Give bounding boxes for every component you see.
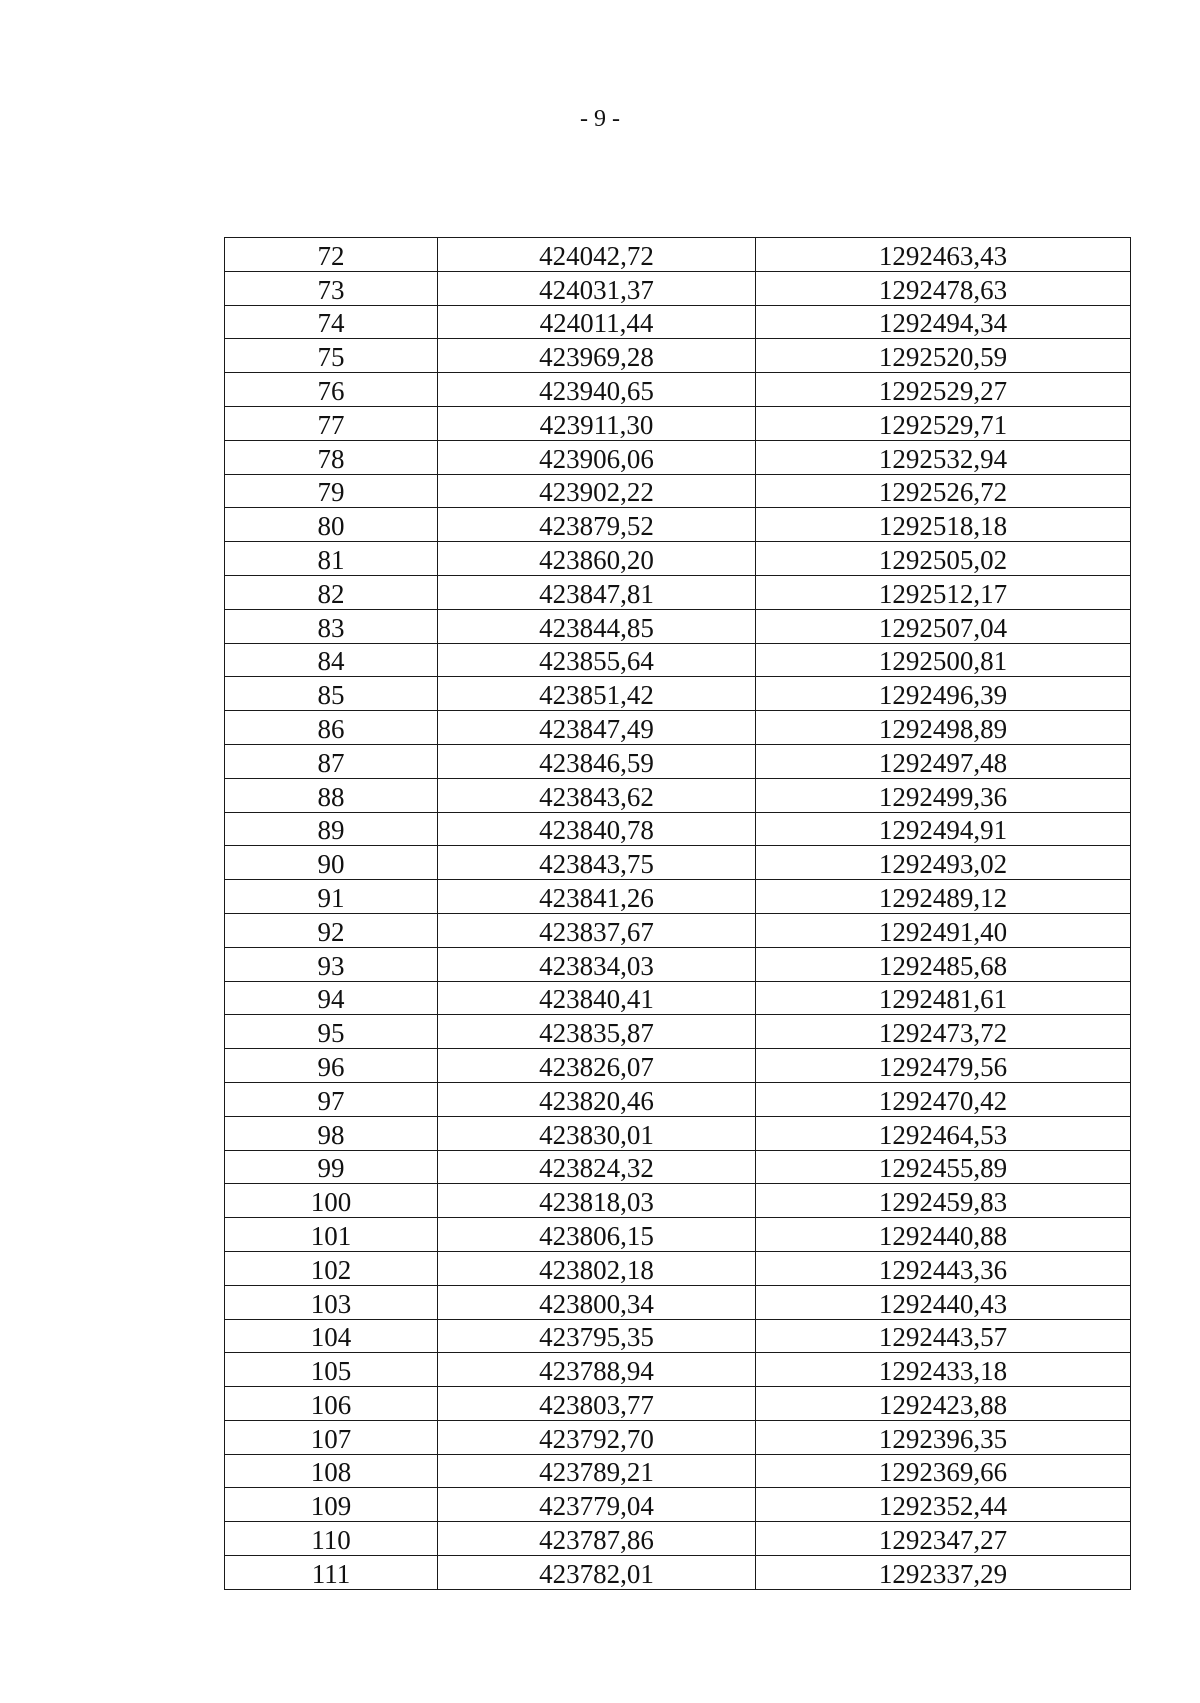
- point-number-cell: 77: [225, 406, 438, 440]
- point-number-cell: 106: [225, 1387, 438, 1421]
- x-coordinate-cell: 423840,41: [438, 981, 756, 1015]
- y-coordinate-cell: 1292507,04: [756, 609, 1131, 643]
- x-coordinate-cell: 423806,15: [438, 1218, 756, 1252]
- y-coordinate-cell: 1292440,88: [756, 1218, 1131, 1252]
- x-coordinate-cell: 424042,72: [438, 238, 756, 272]
- table-row: [225, 1150, 1131, 1184]
- table-row: [225, 1420, 1131, 1454]
- table-row: [225, 778, 1131, 812]
- y-coordinate-cell: 1292481,61: [756, 981, 1131, 1015]
- y-coordinate-cell: 1292455,89: [756, 1150, 1131, 1184]
- point-number-cell: 105: [225, 1353, 438, 1387]
- y-coordinate-cell: 1292497,48: [756, 744, 1131, 778]
- point-number-cell: 79: [225, 474, 438, 508]
- y-coordinate-cell: 1292493,02: [756, 846, 1131, 880]
- table-row: [225, 440, 1131, 474]
- x-coordinate-cell: 423824,32: [438, 1150, 756, 1184]
- table-row: [225, 1387, 1131, 1421]
- x-coordinate-cell: 423835,87: [438, 1015, 756, 1049]
- point-number-cell: 87: [225, 744, 438, 778]
- x-coordinate-cell: 423846,59: [438, 744, 756, 778]
- x-coordinate-cell: 423800,34: [438, 1285, 756, 1319]
- y-coordinate-cell: 1292463,43: [756, 238, 1131, 272]
- point-number-cell: 80: [225, 508, 438, 542]
- y-coordinate-cell: 1292473,72: [756, 1015, 1131, 1049]
- table-row: [225, 880, 1131, 914]
- y-coordinate-cell: 1292443,57: [756, 1319, 1131, 1353]
- x-coordinate-cell: 423843,75: [438, 846, 756, 880]
- x-coordinate-cell: 423802,18: [438, 1251, 756, 1285]
- point-number-cell: 97: [225, 1082, 438, 1116]
- table-row: [225, 474, 1131, 508]
- y-coordinate-cell: 1292520,59: [756, 339, 1131, 373]
- y-coordinate-cell: 1292470,42: [756, 1082, 1131, 1116]
- coordinates-table-body: [225, 238, 1131, 1590]
- x-coordinate-cell: 423787,86: [438, 1522, 756, 1556]
- table-row: [225, 1454, 1131, 1488]
- x-coordinate-cell: 423792,70: [438, 1420, 756, 1454]
- table-row: [225, 1015, 1131, 1049]
- x-coordinate-cell: 423969,28: [438, 339, 756, 373]
- point-number-cell: 85: [225, 677, 438, 711]
- table-row: [225, 1116, 1131, 1150]
- y-coordinate-cell: 1292499,36: [756, 778, 1131, 812]
- table-row: [225, 1319, 1131, 1353]
- table-row: [225, 1218, 1131, 1252]
- x-coordinate-cell: 423788,94: [438, 1353, 756, 1387]
- point-number-cell: 72: [225, 238, 438, 272]
- table-row: [225, 508, 1131, 542]
- table-row: [225, 373, 1131, 407]
- table-row: [225, 609, 1131, 643]
- y-coordinate-cell: 1292440,43: [756, 1285, 1131, 1319]
- point-number-cell: 96: [225, 1049, 438, 1083]
- y-coordinate-cell: 1292532,94: [756, 440, 1131, 474]
- table-row: [225, 1353, 1131, 1387]
- point-number-cell: 107: [225, 1420, 438, 1454]
- y-coordinate-cell: 1292485,68: [756, 947, 1131, 981]
- table-row: [225, 1556, 1131, 1590]
- point-number-cell: 89: [225, 812, 438, 846]
- x-coordinate-cell: 423826,07: [438, 1049, 756, 1083]
- point-number-cell: 75: [225, 339, 438, 373]
- table-row: [225, 643, 1131, 677]
- y-coordinate-cell: 1292396,35: [756, 1420, 1131, 1454]
- y-coordinate-cell: 1292479,56: [756, 1049, 1131, 1083]
- page-number: - 9 -: [580, 106, 620, 132]
- y-coordinate-cell: 1292337,29: [756, 1556, 1131, 1590]
- y-coordinate-cell: 1292459,83: [756, 1184, 1131, 1218]
- point-number-cell: 104: [225, 1319, 438, 1353]
- table-row: [225, 677, 1131, 711]
- point-number-cell: 83: [225, 609, 438, 643]
- point-number-cell: 76: [225, 373, 438, 407]
- y-coordinate-cell: 1292491,40: [756, 913, 1131, 947]
- table-row: [225, 1082, 1131, 1116]
- table-row: [225, 1184, 1131, 1218]
- point-number-cell: 84: [225, 643, 438, 677]
- point-number-cell: 98: [225, 1116, 438, 1150]
- point-number-cell: 95: [225, 1015, 438, 1049]
- point-number-cell: 110: [225, 1522, 438, 1556]
- point-number-cell: 90: [225, 846, 438, 880]
- x-coordinate-cell: 423843,62: [438, 778, 756, 812]
- table-row: [225, 339, 1131, 373]
- table-row: [225, 238, 1131, 272]
- x-coordinate-cell: 423911,30: [438, 406, 756, 440]
- table-row: [225, 305, 1131, 339]
- x-coordinate-cell: 424031,37: [438, 271, 756, 305]
- point-number-cell: 81: [225, 542, 438, 576]
- y-coordinate-cell: 1292529,27: [756, 373, 1131, 407]
- x-coordinate-cell: 423847,49: [438, 711, 756, 745]
- y-coordinate-cell: 1292500,81: [756, 643, 1131, 677]
- table-row: [225, 406, 1131, 440]
- x-coordinate-cell: 423779,04: [438, 1488, 756, 1522]
- y-coordinate-cell: 1292505,02: [756, 542, 1131, 576]
- point-number-cell: 78: [225, 440, 438, 474]
- y-coordinate-cell: 1292518,18: [756, 508, 1131, 542]
- x-coordinate-cell: 423844,85: [438, 609, 756, 643]
- point-number-cell: 88: [225, 778, 438, 812]
- y-coordinate-cell: 1292464,53: [756, 1116, 1131, 1150]
- point-number-cell: 100: [225, 1184, 438, 1218]
- x-coordinate-cell: 424011,44: [438, 305, 756, 339]
- table-row: [225, 981, 1131, 1015]
- x-coordinate-cell: 423818,03: [438, 1184, 756, 1218]
- x-coordinate-cell: 423879,52: [438, 508, 756, 542]
- table-row: [225, 1285, 1131, 1319]
- point-number-cell: 101: [225, 1218, 438, 1252]
- x-coordinate-cell: 423860,20: [438, 542, 756, 576]
- y-coordinate-cell: 1292352,44: [756, 1488, 1131, 1522]
- point-number-cell: 73: [225, 271, 438, 305]
- point-number-cell: 102: [225, 1251, 438, 1285]
- y-coordinate-cell: 1292489,12: [756, 880, 1131, 914]
- point-number-cell: 74: [225, 305, 438, 339]
- table-row: [225, 1488, 1131, 1522]
- x-coordinate-cell: 423834,03: [438, 947, 756, 981]
- x-coordinate-cell: 423820,46: [438, 1082, 756, 1116]
- point-number-cell: 92: [225, 913, 438, 947]
- x-coordinate-cell: 423782,01: [438, 1556, 756, 1590]
- y-coordinate-cell: 1292526,72: [756, 474, 1131, 508]
- y-coordinate-cell: 1292443,36: [756, 1251, 1131, 1285]
- y-coordinate-cell: 1292496,39: [756, 677, 1131, 711]
- point-number-cell: 86: [225, 711, 438, 745]
- y-coordinate-cell: 1292494,34: [756, 305, 1131, 339]
- x-coordinate-cell: 423855,64: [438, 643, 756, 677]
- x-coordinate-cell: 423906,06: [438, 440, 756, 474]
- table-row: [225, 271, 1131, 305]
- point-number-cell: 109: [225, 1488, 438, 1522]
- table-row: [225, 812, 1131, 846]
- x-coordinate-cell: 423795,35: [438, 1319, 756, 1353]
- x-coordinate-cell: 423830,01: [438, 1116, 756, 1150]
- y-coordinate-cell: 1292347,27: [756, 1522, 1131, 1556]
- point-number-cell: 93: [225, 947, 438, 981]
- table-row: [225, 913, 1131, 947]
- table-row: [225, 1251, 1131, 1285]
- y-coordinate-cell: 1292478,63: [756, 271, 1131, 305]
- point-number-cell: 103: [225, 1285, 438, 1319]
- y-coordinate-cell: 1292433,18: [756, 1353, 1131, 1387]
- table-row: [225, 575, 1131, 609]
- x-coordinate-cell: 423789,21: [438, 1454, 756, 1488]
- point-number-cell: 111: [225, 1556, 438, 1590]
- point-number-cell: 108: [225, 1454, 438, 1488]
- x-coordinate-cell: 423837,67: [438, 913, 756, 947]
- x-coordinate-cell: 423902,22: [438, 474, 756, 508]
- x-coordinate-cell: 423940,65: [438, 373, 756, 407]
- table-row: [225, 846, 1131, 880]
- point-number-cell: 91: [225, 880, 438, 914]
- x-coordinate-cell: 423840,78: [438, 812, 756, 846]
- table-row: [225, 1522, 1131, 1556]
- table-row: [225, 542, 1131, 576]
- y-coordinate-cell: 1292512,17: [756, 575, 1131, 609]
- y-coordinate-cell: 1292498,89: [756, 711, 1131, 745]
- point-number-cell: 99: [225, 1150, 438, 1184]
- y-coordinate-cell: 1292423,88: [756, 1387, 1131, 1421]
- point-number-cell: 94: [225, 981, 438, 1015]
- table-row: [225, 744, 1131, 778]
- y-coordinate-cell: 1292529,71: [756, 406, 1131, 440]
- table-row: [225, 947, 1131, 981]
- y-coordinate-cell: 1292369,66: [756, 1454, 1131, 1488]
- point-number-cell: 82: [225, 575, 438, 609]
- x-coordinate-cell: 423851,42: [438, 677, 756, 711]
- table-row: [225, 1049, 1131, 1083]
- coordinates-table: [224, 237, 1131, 1590]
- x-coordinate-cell: 423803,77: [438, 1387, 756, 1421]
- x-coordinate-cell: 423841,26: [438, 880, 756, 914]
- table-row: [225, 711, 1131, 745]
- y-coordinate-cell: 1292494,91: [756, 812, 1131, 846]
- x-coordinate-cell: 423847,81: [438, 575, 756, 609]
